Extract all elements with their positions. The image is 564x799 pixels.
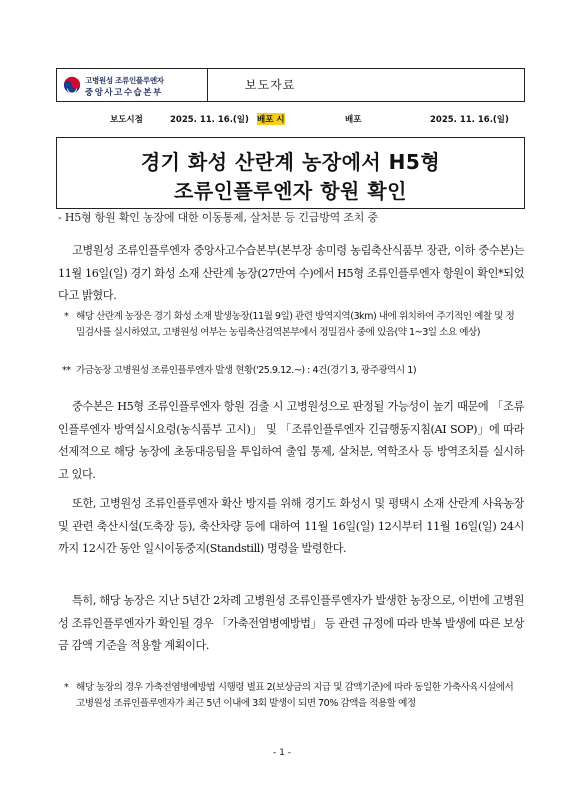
paragraph-4 — [58, 590, 524, 658]
headline-line1: 경기 화성 산란계 농장에서 H5형 — [140, 150, 441, 174]
footnote-2 — [62, 363, 524, 379]
paragraph-4-text: 특히, 해당 농장은 지난 5년간 2차례 고병원성 조류인플루엔자가 발생한 농장으로, 이번에 고병원성 조류인플루엔자가 확인될 경우 「가축전염병예방법」 등 관련 규정에 따라 반복 발생에 따른 보상금 감액 기준을 적용할 계획이다. — [58, 594, 524, 652]
footnote-3 — [64, 680, 522, 712]
distribution-value: 2025. 11. 16.(일) — [430, 115, 509, 125]
paragraph-1-text: 고병원성 조류인플루엔자 중앙사고수습본부(본부장 송미령 농림축산식품부 장관, 이하 중수본)는 11월 16일(일) 경기 화성 소재 산란계 농장(27만여 수)에서 H5형 조류인플루엔자 항원이 확인*되었다고 밝혔다. — [58, 244, 524, 302]
paragraph-3-text: 또한, 고병원성 조류인플루엔자 확산 방지를 위해 경기도 화성시 및 평택시 소재 산란계 사육농장 및 관련 축산시설(도축장 등), 축산차량 등에 대하여 11월 16일(일) 12시부터 11월 16일(일) 24시까지 12시간 동안 일시이동중지(Standstill) 명령을 발령한다. — [58, 497, 524, 555]
footnote-3-text: 해당 농장의 경우 가축전염병예방법 시행령 별표 2(보상금의 지급 및 감액기준)에 따라 동일한 가축사육시설에서 고병원성 조류인플루엔자가 최근 5년 이내에 3회 발생이 되면 70% 감액을 적용할 예정 — [76, 682, 514, 709]
header-box — [56, 68, 525, 102]
release-time-label: 보도시점 — [110, 115, 143, 125]
footnote-3-mark: * — [64, 682, 69, 693]
paragraph-2 — [58, 396, 524, 486]
doc-type-label: 보도자료 — [245, 78, 296, 92]
paragraph-3 — [58, 493, 524, 561]
subtitle: - H5형 항원 확인 농장에 대한 이동통제, 살처분 등 긴급방역 조치 중 — [58, 211, 378, 224]
distribution-label: 배포 — [345, 115, 362, 125]
paragraph-1 — [58, 240, 524, 308]
taegeuk-logo-icon — [63, 76, 81, 94]
org-logo-block — [57, 69, 208, 101]
org-name-line2: 중앙사고수습본부 — [85, 88, 163, 98]
org-name-line1: 고병원성 조류인플루엔자 — [85, 76, 164, 85]
release-time-value: 2025. 11. 16.(일) — [170, 115, 249, 125]
footnote-2-mark: ** — [62, 365, 71, 376]
footnote-1-text: 해당 산란계 농장은 경기 화성 소재 발생농장(11월 9일) 관련 방역지역(3km) 내에 위치하여 주기적인 예찰 및 정밀검사를 실시하였고, 고병원성 여부는 농림축산검역본부에서 정밀검사 중에 있음(약 1~3일 소요 예상) — [76, 311, 515, 338]
page-number: - 1 - — [273, 748, 291, 758]
title-box — [56, 137, 525, 209]
release-time-suffix: 배포 시 — [257, 115, 285, 125]
footnote-2-text: 가금농장 고병원성 조류인플루엔자 발생 현황('25.9.12.~) : 4건(경기 3, 광주광역시 1) — [76, 365, 417, 376]
paragraph-2-text: 중수본은 H5형 조류인플루엔자 항원 검출 시 고병원성으로 판정될 가능성이 높기 때문에 「조류인플루엔자 방역실시요령(농식품부 고시)」 및 「조류인플루엔자 긴급행동지침(AI SOP)」에 따라 선제적으로 해당 농장에 초동대응팀을 투입하여 출입 통제, 살처분, 역학조사 등 방역조치를 실시하고 있다. — [58, 400, 524, 481]
headline-line2: 조류인플루엔자 항원 확인 — [174, 179, 407, 203]
footnote-1-mark: * — [64, 311, 69, 322]
footnote-1 — [64, 309, 522, 341]
